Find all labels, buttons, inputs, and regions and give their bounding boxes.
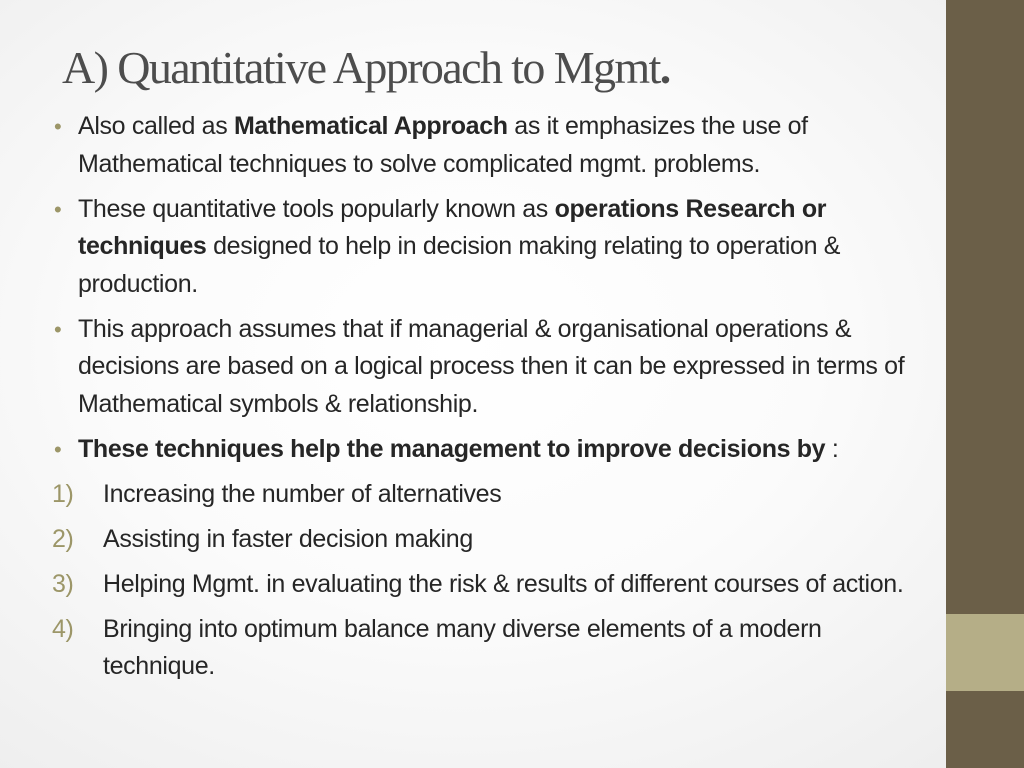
- numbered-item: [46, 521, 936, 559]
- numbered-text: Assisting in faster decision making: [103, 524, 473, 553]
- bullet-marker-icon: •: [54, 316, 62, 342]
- slide-title-text: A) Quantitative Approach to Mgmt: [62, 42, 660, 93]
- bullet-text: This approach assumes that if managerial & organisational operations & decisions are based on a logical process then it can be expressed in terms of Mathematical symbols & relationship.: [78, 314, 905, 418]
- slide-content: [46, 108, 936, 693]
- slide-title-period: .: [659, 42, 670, 93]
- bullet-text-tail: designed to help in decision making relating to operation & production.: [78, 232, 841, 298]
- bullet-item: [46, 431, 936, 469]
- numbered-text: Increasing the number of alternatives: [103, 479, 502, 508]
- numbered-marker: 2): [52, 524, 74, 553]
- bullet-text-tail: :: [825, 434, 839, 463]
- bullet-item: [46, 191, 936, 304]
- bullet-text: These quantitative tools popularly known as: [78, 194, 555, 223]
- numbered-text: Bringing into optimum balance many diverse elements of a modern technique.: [103, 614, 822, 680]
- bullet-marker-icon: •: [54, 436, 62, 462]
- bullet-item: [46, 311, 936, 424]
- bullet-bold-text: Mathematical Approach: [233, 112, 508, 140]
- bullet-bold-text: operations Research or techniques: [78, 194, 827, 260]
- bullet-text: Also called as: [78, 112, 234, 140]
- slide-title: [62, 40, 670, 96]
- numbered-item: [46, 611, 936, 686]
- bullet-bold-text: These techniques help the management to improve decisions by: [78, 434, 826, 463]
- numbered-marker: 1): [52, 479, 74, 508]
- bullet-marker-icon: •: [54, 114, 62, 139]
- bullet-text-tail: as it emphasizes the use of Mathematical techniques to solve complicated mgmt. problems.: [78, 112, 808, 178]
- sidebar-accent-block: [946, 614, 1024, 691]
- numbered-marker: 3): [52, 569, 74, 598]
- bullet-item: [46, 108, 936, 183]
- bullet-marker-icon: •: [54, 196, 62, 222]
- numbered-item: [46, 476, 936, 514]
- numbered-item: [46, 566, 936, 604]
- numbered-text: Helping Mgmt. in evaluating the risk & results of different courses of action.: [103, 569, 904, 598]
- numbered-marker: 4): [52, 614, 74, 643]
- decorative-sidebar: [946, 0, 1024, 768]
